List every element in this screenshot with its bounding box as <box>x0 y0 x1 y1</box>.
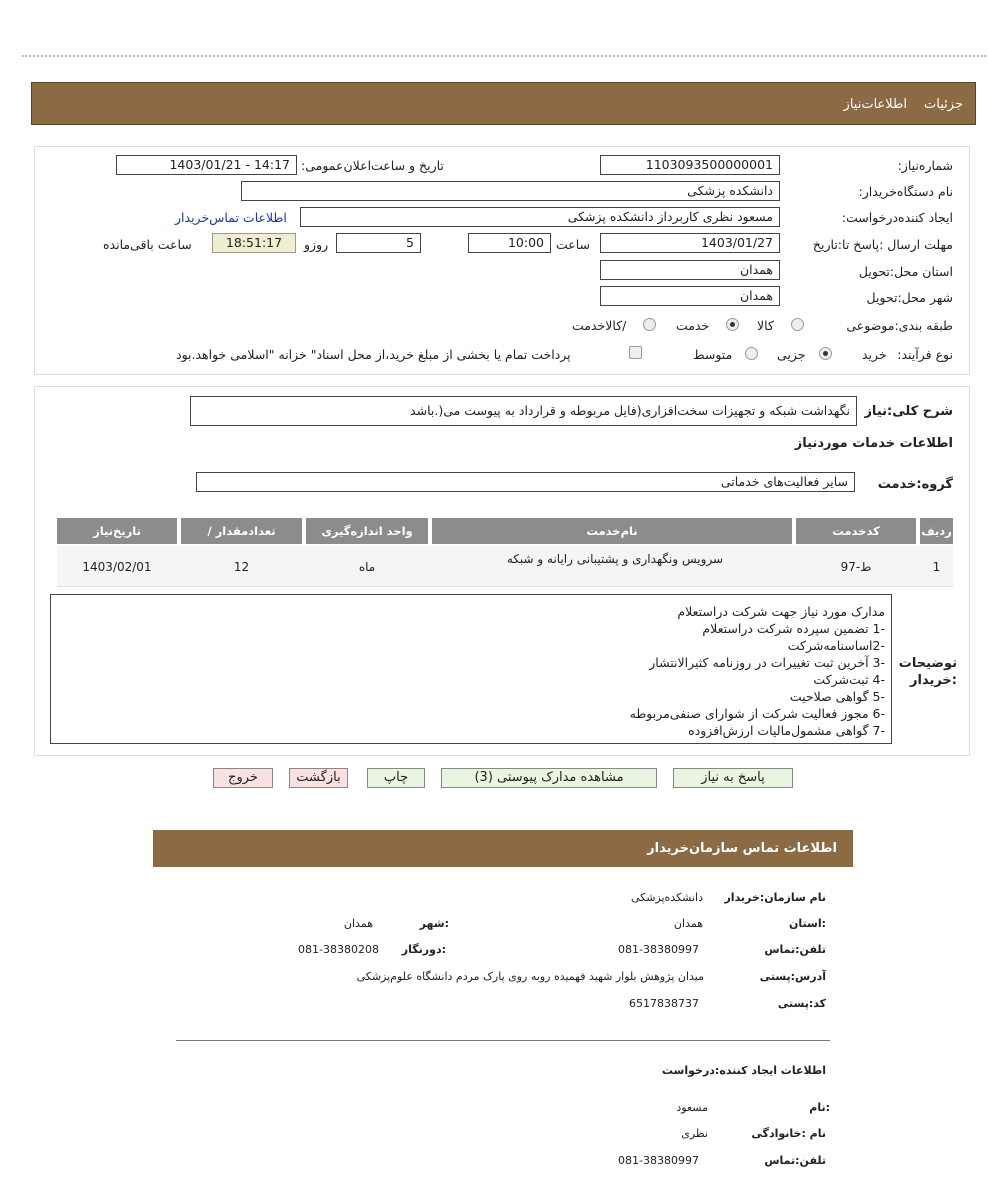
back-button[interactable]: بازگشت <box>289 768 348 788</box>
contact-postal-label: کد:پستی <box>777 997 826 1010</box>
category-service-label: خدمت <box>676 318 710 333</box>
notes-box <box>50 594 892 744</box>
contact-city: همدان <box>343 917 373 930</box>
table-header-service-code: کدخدمت <box>796 518 916 544</box>
notes-line: -6 مجوز فعالیت شرکت از شوارای صنفی‌مربوطه <box>629 706 885 721</box>
requester-name: مسعود <box>676 1101 708 1114</box>
view-attachments-button[interactable]: مشاهده مدارک پیوستی (3) <box>441 768 657 788</box>
notes-line: -3 آخرین ثبت تغییرات در روزنامه کثیرالانتشار <box>649 655 885 670</box>
city-label: شهر محل:تحویل <box>866 290 953 305</box>
category-goods-service-label: /کالاخدمت <box>572 318 627 333</box>
notes-line: -7 گواهی مشمول‌مالیات ارزش‌افزوده <box>688 723 885 738</box>
requester-family-label: نام :خانوادگی <box>751 1127 826 1140</box>
treasury-payment-checkbox[interactable] <box>629 346 642 359</box>
contact-title-bar <box>153 830 853 867</box>
process-partial-label: جزیی <box>777 347 806 362</box>
table-cell-service-name: سرویس ونگهداری و پشتیبانی رایانه و شبکه <box>506 552 724 566</box>
print-button[interactable]: چاپ <box>367 768 425 788</box>
province-field: همدان <box>600 260 780 280</box>
contact-postal: 6517838737 <box>629 997 699 1010</box>
time-label: ساعت <box>556 237 591 252</box>
remaining-label: ساعت باقی‌مانده <box>103 237 192 252</box>
contact-city-label: :شهر <box>419 917 449 930</box>
services-heading: اطلاعات خدمات موردنیاز <box>794 436 953 451</box>
table-cell-quantity: 12 <box>233 560 250 574</box>
contact-org-label: نام سازمان:خریدار <box>724 891 826 904</box>
need-number-field: 1103093500000001 <box>600 155 780 175</box>
category-label: طبقه بندی:موضوعی <box>846 318 953 333</box>
table-header-unit: واحد اندازه‌گیری <box>306 518 428 544</box>
table-header-row-num: ردیف <box>920 518 953 544</box>
notes-line: -2اساسنامه‌شرکت <box>787 638 885 653</box>
group-label: گروه:خدمت <box>877 477 953 492</box>
process-label: نوع فرآیند: <box>897 347 953 362</box>
province-label: استان محل:تحویل <box>858 264 953 279</box>
category-service-radio[interactable] <box>726 318 739 331</box>
process-buy-label: خرید <box>862 347 887 362</box>
contact-divider <box>176 1040 830 1041</box>
treasury-payment-label: پرداخت تمام یا بخشی از مبلغ خرید،از محل اسناد" خزانه "اسلامی خواهد.بود <box>176 347 571 362</box>
respond-button[interactable]: پاسخ به نیاز <box>673 768 793 788</box>
table-cell-row-num: 1 <box>932 560 941 574</box>
category-goods-radio[interactable] <box>791 318 804 331</box>
contact-org: دانشکده‌پزشکی <box>630 891 703 904</box>
contact-phone: 081-38380997 <box>618 943 699 956</box>
buyer-field: دانشکده پزشکی <box>241 181 780 201</box>
exit-button[interactable]: خروج <box>213 768 273 788</box>
header-title: اطلاعات‌نیاز <box>843 97 907 112</box>
deadline-label: مهلت ارسال :پاسخ تا:تاریخ <box>812 237 953 252</box>
top-separator <box>22 55 986 57</box>
creator-field: مسعود نظری کاربرداز دانشکده پزشکی <box>300 207 780 227</box>
table-header-need-date: تاریخ‌نیاز <box>57 518 177 544</box>
process-medium-label: متوسط <box>693 347 733 362</box>
deadline-time-field: 10:00 <box>468 233 551 253</box>
notes-line: مدارک مورد نیاز جهت شرکت دراستعلام <box>677 604 885 619</box>
category-goods-label: کالا <box>757 318 774 333</box>
contact-fax-label: :دورنگار <box>401 943 446 956</box>
requester-family: نظری <box>681 1127 708 1140</box>
category-goods-service-radio[interactable] <box>643 318 656 331</box>
process-partial-radio[interactable] <box>819 347 832 360</box>
days-label: روزو <box>304 237 329 252</box>
table-cell-need-date: 1403/02/01 <box>82 560 152 574</box>
contact-province-label: :استان <box>789 917 826 930</box>
table-cell-unit: ماه <box>358 560 376 574</box>
need-number-label: شماره‌نیاز: <box>897 158 953 173</box>
announce-field: 1403/01/21 - 14:17 <box>116 155 297 175</box>
header-bar <box>31 82 976 125</box>
table-cell-service-code: ط-97 <box>840 560 872 574</box>
group-field: سایر فعالیت‌های خدماتی <box>196 472 855 492</box>
table-header-service-name: نام‌خدمت <box>432 518 792 544</box>
table-header-quantity: / تعدادمقدار <box>181 518 302 544</box>
summary-field: نگهداشت شبکه و تجهیزات سخت‌افزاری(فایل مربوطه و قرارداد به پیوست می(.باشد <box>190 396 857 426</box>
remaining-time-field: 18:51:17 <box>212 233 296 253</box>
notes-line: -5 گواهی صلاحیت <box>789 689 885 704</box>
buyer-contact-link[interactable]: اطلاعات تماس‌خریدار <box>175 210 287 225</box>
announce-label: تاریخ و ساعت‌اعلان‌عمومی: <box>301 158 444 173</box>
contact-province: همدان <box>673 917 703 930</box>
contact-address-label: آدرس:پستی <box>759 970 826 983</box>
creator-label: ایجاد کننده‌درخواست: <box>841 210 953 225</box>
requester-title: اطلاعات ایجاد کننده:درخواست <box>661 1064 826 1077</box>
notes-line: -4 ثبت‌شرکت <box>813 672 885 687</box>
requester-phone-label: تلفن:تماس <box>764 1154 826 1167</box>
contact-fax: 081-38380208 <box>298 943 379 956</box>
summary-label: شرح کلی:نیاز <box>864 404 953 419</box>
details-link[interactable]: جزئیات <box>924 97 963 112</box>
notes-line: -1 تضمین سپرده شرکت دراستعلام <box>702 621 885 636</box>
buyer-label: نام دستگاه‌خریدار: <box>858 184 953 199</box>
requester-name-label: :نام <box>809 1101 830 1114</box>
requester-phone: 081-38380997 <box>618 1154 699 1167</box>
city-field: همدان <box>600 286 780 306</box>
notes-label: توضیحات :خریدار <box>898 656 957 688</box>
contact-address: میدان پژوهش بلوار شهید فهمیده روبه روی پارک مردم دانشگاه علوم‌پزشکی <box>356 970 704 983</box>
process-medium-radio[interactable] <box>745 347 758 360</box>
contact-phone-label: تلفن:تماس <box>764 943 826 956</box>
deadline-date-field: 1403/01/27 <box>600 233 780 253</box>
days-field: 5 <box>336 233 421 253</box>
contact-title: اطلاعات تماس سازمان‌خریدار <box>647 841 837 856</box>
